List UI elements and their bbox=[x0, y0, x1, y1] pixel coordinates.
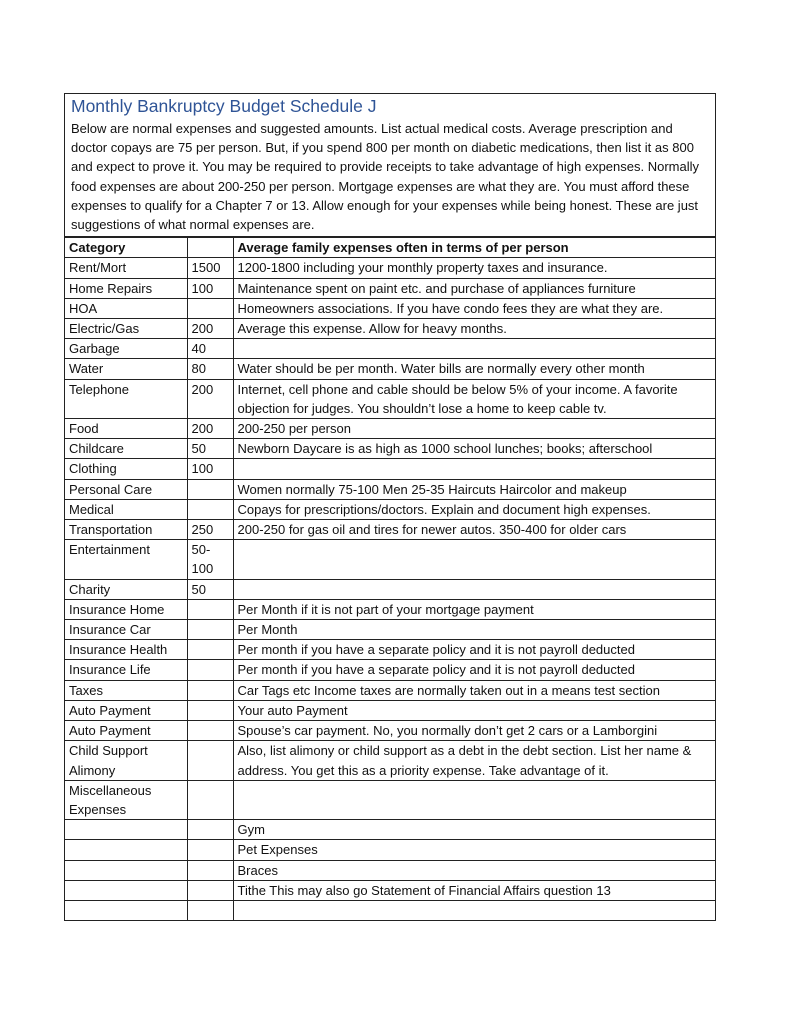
row-amount: 250 bbox=[187, 520, 233, 540]
table-row bbox=[65, 900, 715, 920]
row-category bbox=[65, 900, 187, 920]
table-row bbox=[65, 298, 715, 318]
document-title: Monthly Bankruptcy Budget Schedule J bbox=[71, 96, 377, 116]
document-header bbox=[65, 94, 715, 237]
row-amount bbox=[187, 880, 233, 900]
row-amount: 50- 100 bbox=[187, 540, 233, 579]
row-category: Insurance Car bbox=[65, 620, 187, 640]
row-note: Homeowners associations. If you have condo fees they are what they are. bbox=[233, 298, 715, 318]
row-amount: 200 bbox=[187, 419, 233, 439]
row-category: Personal Care bbox=[65, 479, 187, 499]
table-row bbox=[65, 258, 715, 278]
row-note: Water should be per month. Water bills are normally every other month bbox=[233, 359, 715, 379]
row-category: Auto Payment bbox=[65, 721, 187, 741]
table-row bbox=[65, 499, 715, 519]
row-category: Taxes bbox=[65, 680, 187, 700]
row-note bbox=[233, 540, 715, 579]
table-row bbox=[65, 780, 715, 819]
row-note bbox=[233, 900, 715, 920]
table-row bbox=[65, 540, 715, 579]
row-note bbox=[233, 579, 715, 599]
table-row bbox=[65, 459, 715, 479]
table-row bbox=[65, 278, 715, 298]
row-amount: 50 bbox=[187, 579, 233, 599]
row-amount: 100 bbox=[187, 278, 233, 298]
table-row bbox=[65, 379, 715, 418]
row-amount bbox=[187, 860, 233, 880]
table-row bbox=[65, 741, 715, 780]
row-amount bbox=[187, 499, 233, 519]
row-amount bbox=[187, 721, 233, 741]
row-amount bbox=[187, 298, 233, 318]
row-amount bbox=[187, 680, 233, 700]
table-header-row bbox=[65, 238, 715, 258]
row-amount: 200 bbox=[187, 379, 233, 418]
row-category: Child Support Alimony bbox=[65, 741, 187, 780]
row-note: Braces bbox=[233, 860, 715, 880]
row-note bbox=[233, 780, 715, 819]
header-note: Average family expenses often in terms of per person bbox=[233, 238, 715, 258]
table-row bbox=[65, 319, 715, 339]
row-note bbox=[233, 339, 715, 359]
row-amount bbox=[187, 840, 233, 860]
row-note: Maintenance spent on paint etc. and purchase of appliances furniture bbox=[233, 278, 715, 298]
row-category: Charity bbox=[65, 579, 187, 599]
table-row bbox=[65, 439, 715, 459]
row-category bbox=[65, 820, 187, 840]
row-note: Per month if you have a separate policy and it is not payroll deducted bbox=[233, 660, 715, 680]
row-note: Per month if you have a separate policy and it is not payroll deducted bbox=[233, 640, 715, 660]
row-note: 200-250 for gas oil and tires for newer autos. 350-400 for older cars bbox=[233, 520, 715, 540]
table-row bbox=[65, 620, 715, 640]
row-amount bbox=[187, 780, 233, 819]
row-category: Miscellaneous Expenses bbox=[65, 780, 187, 819]
table-row bbox=[65, 579, 715, 599]
row-amount: 1500 bbox=[187, 258, 233, 278]
row-amount bbox=[187, 660, 233, 680]
row-category bbox=[65, 860, 187, 880]
row-amount bbox=[187, 820, 233, 840]
row-category: Home Repairs bbox=[65, 278, 187, 298]
table-row bbox=[65, 599, 715, 619]
row-amount bbox=[187, 620, 233, 640]
row-note: Car Tags etc Income taxes are normally taken out in a means test section bbox=[233, 680, 715, 700]
row-category: Childcare bbox=[65, 439, 187, 459]
row-category: Electric/Gas bbox=[65, 319, 187, 339]
table-row bbox=[65, 479, 715, 499]
row-note: Also, list alimony or child support as a debt in the debt section. List her name & address. You get this as a priority expense. Take advantage of it. bbox=[233, 741, 715, 780]
table-row bbox=[65, 419, 715, 439]
row-note: 1200-1800 including your monthly property taxes and insurance. bbox=[233, 258, 715, 278]
row-category: Entertainment bbox=[65, 540, 187, 579]
row-category bbox=[65, 880, 187, 900]
row-category: HOA bbox=[65, 298, 187, 318]
row-category: Clothing bbox=[65, 459, 187, 479]
row-amount: 200 bbox=[187, 319, 233, 339]
row-note: 200-250 per person bbox=[233, 419, 715, 439]
row-category: Water bbox=[65, 359, 187, 379]
row-category: Food bbox=[65, 419, 187, 439]
row-category: Garbage bbox=[65, 339, 187, 359]
row-amount bbox=[187, 900, 233, 920]
row-note: Women normally 75-100 Men 25-35 Haircuts Haircolor and makeup bbox=[233, 479, 715, 499]
table-row bbox=[65, 339, 715, 359]
row-amount bbox=[187, 741, 233, 780]
row-note: Average this expense. Allow for heavy months. bbox=[233, 319, 715, 339]
row-category: Insurance Home bbox=[65, 599, 187, 619]
row-note: Your auto Payment bbox=[233, 700, 715, 720]
table-row bbox=[65, 840, 715, 860]
table-row bbox=[65, 640, 715, 660]
budget-document bbox=[64, 93, 716, 921]
table-row bbox=[65, 520, 715, 540]
row-note: Tithe This may also go Statement of Financial Affairs question 13 bbox=[233, 880, 715, 900]
table-row bbox=[65, 660, 715, 680]
row-category: Transportation bbox=[65, 520, 187, 540]
row-category: Insurance Life bbox=[65, 660, 187, 680]
row-category: Telephone bbox=[65, 379, 187, 418]
table-row bbox=[65, 880, 715, 900]
expense-table bbox=[65, 237, 715, 921]
row-note: Newborn Daycare is as high as 1000 school lunches; books; afterschool bbox=[233, 439, 715, 459]
header-amount bbox=[187, 238, 233, 258]
row-note: Spouse’s car payment. No, you normally don’t get 2 cars or a Lamborgini bbox=[233, 721, 715, 741]
table-row bbox=[65, 860, 715, 880]
intro-paragraph: Below are normal expenses and suggested amounts. List actual medical costs. Average prescription and doctor copays are 75 per person. But, if you spend 800 per month on diabetic medications, then list it as 800 and expect to prove it. You may be required to provide receipts to take advantage of high expenses. Normally food expenses are about 200-250 per person. Mortgage expenses are what they are. You must afford these expenses to qualify for a Chapter 7 or 13. Allow enough for your expenses while being honest. These are just suggestions of what normal expenses are. bbox=[71, 121, 699, 233]
table-row bbox=[65, 680, 715, 700]
table-row bbox=[65, 721, 715, 741]
row-amount bbox=[187, 700, 233, 720]
row-note: Internet, cell phone and cable should be below 5% of your income. A favorite objection for judges. You shouldn’t lose a home to keep cable tv. bbox=[233, 379, 715, 418]
row-note: Per Month bbox=[233, 620, 715, 640]
row-note: Pet Expenses bbox=[233, 840, 715, 860]
row-category: Auto Payment bbox=[65, 700, 187, 720]
table-row bbox=[65, 820, 715, 840]
table-row bbox=[65, 359, 715, 379]
header-category: Category bbox=[65, 238, 187, 258]
row-note: Per Month if it is not part of your mortgage payment bbox=[233, 599, 715, 619]
table-body bbox=[65, 258, 715, 921]
row-note bbox=[233, 459, 715, 479]
row-category: Medical bbox=[65, 499, 187, 519]
row-amount bbox=[187, 599, 233, 619]
row-category: Insurance Health bbox=[65, 640, 187, 660]
row-amount: 80 bbox=[187, 359, 233, 379]
row-amount: 50 bbox=[187, 439, 233, 459]
table-row bbox=[65, 700, 715, 720]
row-amount: 100 bbox=[187, 459, 233, 479]
row-note: Copays for prescriptions/doctors. Explain and document high expenses. bbox=[233, 499, 715, 519]
row-category bbox=[65, 840, 187, 860]
row-note: Gym bbox=[233, 820, 715, 840]
row-amount bbox=[187, 479, 233, 499]
row-amount: 40 bbox=[187, 339, 233, 359]
row-amount bbox=[187, 640, 233, 660]
row-category: Rent/Mort bbox=[65, 258, 187, 278]
